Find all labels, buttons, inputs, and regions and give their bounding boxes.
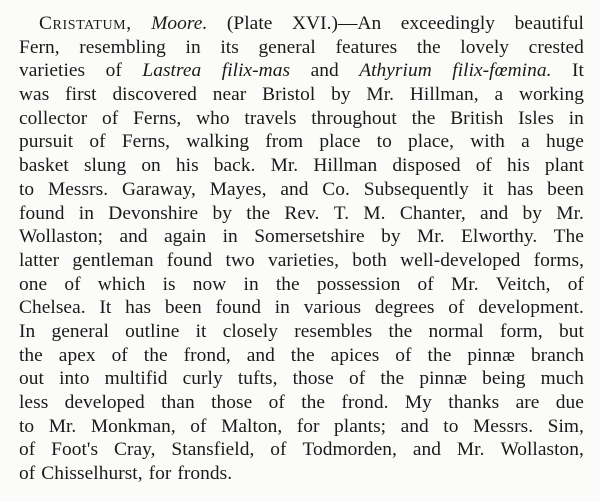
text-line — [19, 462, 584, 486]
word: developed — [64, 392, 145, 413]
text-line — [19, 59, 584, 83]
word: Sim, — [547, 415, 584, 437]
word: varieties — [19, 60, 86, 82]
word: in — [222, 226, 238, 248]
word: beautiful — [514, 13, 584, 34]
word: first — [65, 84, 97, 106]
word: XVI.)—An — [291, 13, 382, 34]
word: much — [540, 368, 584, 390]
word: of — [89, 131, 106, 153]
word: been — [164, 297, 202, 319]
word: Mr. — [270, 155, 299, 177]
word: Ferns, — [133, 107, 182, 129]
word: those — [211, 392, 253, 413]
word: disposed — [392, 155, 461, 177]
word: who — [196, 107, 230, 129]
word: in — [274, 297, 290, 319]
word: and — [280, 178, 309, 200]
word: Messrs. — [472, 415, 534, 437]
word: now — [192, 273, 227, 295]
word: apex — [58, 344, 96, 366]
word: It — [571, 60, 584, 82]
word: it — [195, 320, 207, 342]
word: Wollaston; — [19, 226, 104, 248]
word: into — [59, 368, 90, 390]
word: general — [258, 36, 316, 58]
text-line — [19, 130, 584, 154]
word: latter — [19, 249, 60, 271]
word: Cray, — [113, 439, 156, 461]
word: Moore. — [151, 13, 208, 34]
word: a — [521, 131, 530, 153]
word: degrees — [374, 297, 435, 319]
word: It — [99, 297, 112, 319]
word: are — [515, 392, 540, 413]
word: in — [78, 202, 94, 224]
word: forms, — [533, 249, 584, 271]
word: of — [19, 463, 36, 485]
word: back. — [213, 155, 256, 177]
word: Fern, — [19, 36, 60, 58]
word: plant — [544, 155, 584, 177]
word: slung — [83, 155, 127, 177]
word: out — [19, 368, 44, 390]
word: British — [450, 107, 504, 129]
word: his — [507, 155, 530, 177]
word: by — [522, 202, 542, 224]
word: found — [19, 202, 65, 224]
word: T. — [333, 202, 350, 224]
word: Chelsea. — [19, 297, 86, 319]
word: Mr. — [417, 226, 445, 248]
word: but — [559, 320, 584, 342]
word: filix-fœmina. — [452, 60, 552, 82]
word: found — [215, 297, 261, 319]
word: Todmorden, — [302, 439, 397, 461]
word: Veitch, — [495, 273, 551, 295]
word: outline — [125, 320, 180, 342]
word: walking — [186, 131, 250, 153]
word: than — [161, 392, 195, 413]
word: of — [102, 107, 119, 129]
word: Devonshire — [108, 202, 199, 224]
word: again — [163, 226, 207, 248]
word: Wollaston, — [500, 439, 584, 461]
word: of — [448, 297, 465, 319]
word: working — [518, 84, 584, 106]
word: to — [19, 178, 35, 200]
word: to — [376, 131, 392, 153]
word: one — [19, 273, 48, 295]
word: those — [292, 368, 334, 390]
word: by — [381, 226, 401, 248]
word: and — [480, 202, 509, 224]
word: of — [111, 344, 128, 366]
word: was — [19, 84, 50, 106]
word: the — [416, 36, 441, 58]
word: which — [97, 273, 146, 295]
word: pinnæ — [467, 344, 515, 366]
word: huge — [545, 131, 584, 153]
word: exceedingly — [400, 13, 496, 34]
word: of — [567, 273, 584, 295]
word: M. — [363, 202, 386, 224]
word: less — [19, 392, 49, 413]
text-line — [19, 36, 584, 60]
word: in — [185, 36, 201, 58]
word: of — [395, 344, 412, 366]
text-line — [19, 202, 584, 226]
text-line — [19, 438, 584, 462]
text-line — [19, 83, 584, 107]
word: Cristatum, — [39, 13, 132, 34]
word: the — [246, 202, 271, 224]
text-line — [19, 107, 584, 131]
word: development. — [478, 297, 584, 319]
word: the — [388, 320, 413, 342]
word: has — [507, 178, 534, 200]
word: closely — [222, 320, 278, 342]
word: lovely — [460, 36, 510, 58]
text-line — [19, 249, 584, 273]
word: Chanter, — [399, 202, 466, 224]
word: and — [412, 439, 441, 461]
word: of — [475, 155, 492, 177]
word: of — [19, 439, 36, 461]
word: on — [141, 155, 161, 177]
word: discovered — [112, 84, 197, 106]
word: place, — [408, 131, 455, 153]
word: in — [243, 273, 259, 295]
word: near — [212, 84, 247, 106]
word: Garaway, — [121, 178, 196, 200]
word: Subsequently — [363, 178, 469, 200]
word: crested — [528, 36, 584, 58]
word: various — [303, 297, 362, 319]
word: throughout — [311, 107, 397, 129]
word: pinnæ — [419, 368, 468, 390]
word: Hillman, — [409, 84, 479, 106]
text-line — [19, 225, 584, 249]
word: the — [143, 344, 168, 366]
word: with — [470, 131, 505, 153]
word: travels — [244, 107, 297, 129]
word: Stansfield, — [171, 439, 255, 461]
word: and — [310, 60, 339, 82]
word: of — [105, 60, 122, 82]
word: Messrs. — [47, 178, 109, 200]
word: multifid — [104, 368, 168, 390]
cristatum-paragraph — [19, 12, 584, 486]
word: Isles — [518, 107, 554, 129]
word: form, — [499, 320, 543, 342]
word: Mr. — [456, 439, 485, 461]
word: Mr. — [366, 84, 395, 106]
word: frond, — [183, 344, 231, 366]
word: Foot's — [51, 439, 99, 461]
word: pursuit — [19, 131, 74, 153]
word: due — [555, 392, 584, 413]
word: the — [427, 344, 452, 366]
word: branch — [530, 344, 584, 366]
word: has — [125, 297, 152, 319]
word: the — [19, 344, 43, 366]
word: Malton, — [221, 415, 283, 437]
word: Bristol — [262, 84, 316, 106]
word: possession — [316, 273, 401, 295]
word: to — [19, 415, 35, 437]
word: filix-mas — [221, 60, 291, 82]
word: its — [220, 36, 239, 58]
word: the — [275, 273, 300, 295]
word: and — [400, 415, 429, 437]
word: of — [417, 273, 434, 295]
word: My — [404, 392, 432, 413]
word: Hillman — [313, 155, 378, 177]
word: normal — [428, 320, 484, 342]
word: by — [331, 84, 351, 106]
text-line — [19, 12, 584, 36]
word: Monkman, — [90, 415, 176, 437]
text-line — [19, 296, 584, 320]
word: Rev. — [284, 202, 320, 224]
word: collector — [19, 107, 88, 129]
word: Co. — [322, 178, 350, 200]
word: In — [19, 320, 36, 342]
word: resembling — [79, 36, 166, 58]
word: of — [190, 415, 207, 437]
word: Mr. — [450, 273, 479, 295]
word: of — [268, 392, 285, 413]
word: well-developed — [400, 249, 521, 271]
text-line — [19, 273, 584, 297]
word: is — [162, 273, 176, 295]
word: basket — [19, 155, 69, 177]
word: frond. — [341, 392, 389, 413]
word: in — [568, 107, 584, 129]
word: fronds. — [177, 463, 233, 485]
word: been — [547, 178, 584, 200]
word: two — [225, 249, 255, 271]
word: both — [352, 249, 387, 271]
word: thanks — [448, 392, 500, 413]
text-line — [19, 154, 584, 178]
word: the — [301, 392, 326, 413]
word: The — [553, 226, 584, 248]
word: it — [482, 178, 494, 200]
text-line — [19, 344, 584, 368]
word: tufts, — [237, 368, 278, 390]
word: curly — [182, 368, 223, 390]
word: found — [166, 249, 213, 271]
word: resembles — [294, 320, 373, 342]
word: Mr. — [48, 415, 77, 437]
word: Chisselhurst, — [41, 463, 143, 485]
word: Lastrea — [142, 60, 202, 82]
word: features — [335, 36, 398, 58]
word: for — [148, 463, 172, 485]
text-line — [19, 367, 584, 391]
word: apices — [330, 344, 380, 366]
word: plants; — [334, 415, 387, 437]
word: Elworthy. — [461, 226, 538, 248]
word: of — [270, 439, 287, 461]
word: to — [443, 415, 459, 437]
word: the — [411, 107, 436, 129]
word: Ferns, — [121, 131, 171, 153]
word: and — [246, 344, 275, 366]
word: of — [348, 368, 366, 390]
word: the — [290, 344, 315, 366]
word: (Plate — [226, 13, 273, 34]
word: gentleman — [72, 249, 154, 271]
word: for — [296, 415, 320, 437]
word: Athyrium — [359, 60, 432, 82]
word: a — [494, 84, 504, 106]
word: Mr. — [556, 202, 584, 224]
word: Somersetshire — [254, 226, 365, 248]
word: from — [265, 131, 304, 153]
word: by — [212, 202, 232, 224]
word: general — [51, 320, 109, 342]
word: varieties, — [267, 249, 340, 271]
word: being — [482, 368, 526, 390]
text-line — [19, 320, 584, 344]
word: the — [380, 368, 405, 390]
word: his — [175, 155, 199, 177]
word: place — [319, 131, 361, 153]
text-line — [19, 391, 584, 415]
word: Mayes, — [209, 178, 267, 200]
text-line — [19, 178, 584, 202]
word: of — [64, 273, 81, 295]
word: and — [119, 226, 148, 248]
text-line — [19, 415, 584, 439]
